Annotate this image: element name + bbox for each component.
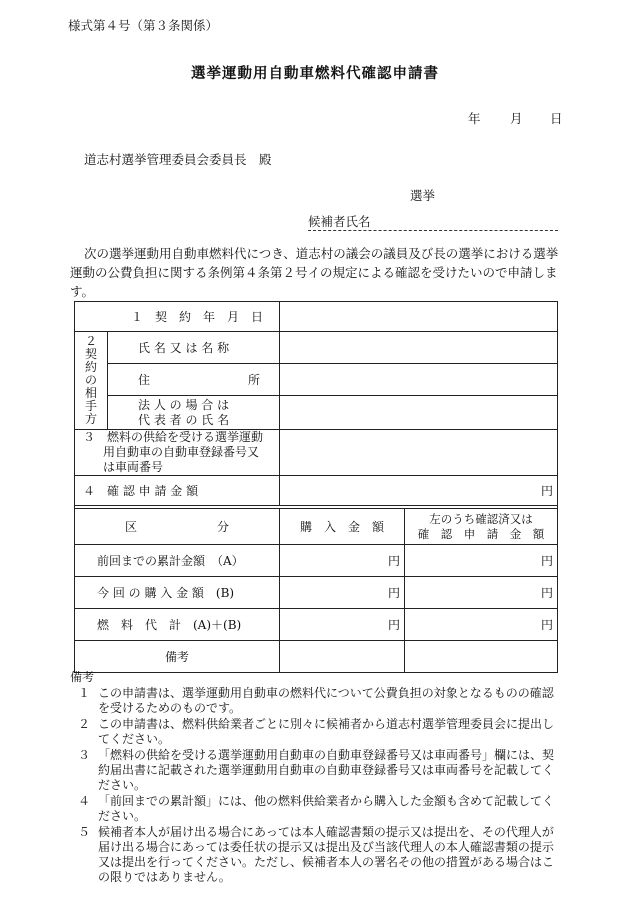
vehicle-label-3: は車両番号 xyxy=(103,460,164,474)
note-number: ２ xyxy=(78,717,91,731)
fuel-total-purchase-field[interactable] xyxy=(280,609,405,641)
note-text: この申請書は、燃料供給業者ごとに別々に候補者から道志村選挙管理委員会に提出してください。 xyxy=(98,717,555,746)
note-number: ５ xyxy=(78,825,91,839)
fuel-total-confirmed-field[interactable] xyxy=(405,609,558,641)
yen-unit: 円 xyxy=(388,554,401,568)
party-rep-label-2: 代 表 者 の 氏 名 xyxy=(138,412,230,427)
cumulative-label: 前回までの累計金額 （A） xyxy=(75,545,280,577)
party-address-label-b: 所 xyxy=(248,373,261,387)
purchase-amount-header: 購 入 金 額 xyxy=(280,509,405,545)
amount-yen-unit: 円 xyxy=(541,484,554,498)
vehicle-label xyxy=(75,430,280,476)
list-item xyxy=(70,825,560,885)
note-text: この申請書は、選挙運動用自動車の燃料代について公費負担の対象となるものの確認を受けるためのものです。 xyxy=(98,686,554,715)
category-header xyxy=(75,509,280,545)
yen-unit: 円 xyxy=(541,554,554,568)
vehicle-label-2: 用自動車の自動車登録番号又 xyxy=(103,445,260,459)
party-address-label-a: 住 xyxy=(138,373,151,387)
vehicle-row xyxy=(75,430,558,476)
contract-date-row xyxy=(75,302,558,332)
party-label-c4: 手 xyxy=(84,399,97,413)
vehicle-label-1: ３ 燃料の供給を受ける選挙運動 xyxy=(83,430,264,444)
fuel-total-label: 燃 料 代 計 (A)＋(B) xyxy=(75,609,280,641)
intro-paragraph: 次の選挙運動用自動車燃料代につき、道志村の議会の議員及び長の選挙における選挙運動の公費負担に関する条例第４条第２号イの規定による確認を受けたいので申請します。 xyxy=(70,246,559,299)
party-label-c2: の xyxy=(84,373,97,387)
contract-date-label: １ 契 約 年 月 日 xyxy=(75,302,280,332)
table-row xyxy=(75,545,558,577)
party-rep-label-1: 法 人 の 場 合 は xyxy=(138,397,230,412)
category-header-a: 区 xyxy=(124,520,137,534)
party-name-row xyxy=(75,332,558,364)
party-address-row xyxy=(75,364,558,396)
addressee: 道志村選挙管理委員会委員長 殿 xyxy=(84,152,272,167)
party-label xyxy=(75,332,108,430)
list-item xyxy=(70,748,560,793)
cumulative-confirmed-field[interactable] xyxy=(405,545,558,577)
date-year-label: 年 xyxy=(468,111,481,126)
notes-section xyxy=(70,668,560,886)
party-label-c0: 契 xyxy=(84,347,97,361)
table-row xyxy=(75,577,558,609)
party-label-c3: 相 xyxy=(84,386,97,400)
purchase-header-row xyxy=(75,509,558,545)
note-number: １ xyxy=(78,686,91,700)
election-label: 選挙 xyxy=(410,188,436,203)
category-header-b: 分 xyxy=(217,520,230,534)
current-confirmed-field[interactable] xyxy=(405,577,558,609)
date-day-label: 日 xyxy=(550,111,563,126)
party-name-field[interactable] xyxy=(280,332,558,364)
table-row xyxy=(75,609,558,641)
candidate-name-line xyxy=(308,230,558,231)
amount-row xyxy=(75,476,558,506)
note-number: ３ xyxy=(78,748,91,762)
note-text: 「燃料の供給を受ける選挙運動用自動車の自動車登録番号又は車両番号」欄には、契約届出書に記載された選挙運動用自動車の自動車登録番号又は車両番号を記載してください。 xyxy=(98,748,555,792)
party-label-c5: 方 xyxy=(84,412,97,426)
note-text: 「前回までの累計額」には、他の燃料供給業者から購入した金額も含めて記載してください。 xyxy=(98,794,555,823)
amount-label: ４ 確 認 申 請 金 額 xyxy=(75,476,280,506)
party-address-field[interactable] xyxy=(280,364,558,396)
note-text: 候補者本人が届け出る場合にあっては本人確認書類の提示又は提出を、その代理人が届け出る場合にあっては委任状の提示又は提出及び当該代理人の本人確認書類の提示又は提出を行ってください。ただし、候補者本人の署名その他の措置がある場合はこの限りではありません。 xyxy=(98,825,555,884)
candidate-name-label: 候補者氏名 xyxy=(308,214,371,229)
form-number: 様式第４号（第３条関係） xyxy=(68,18,219,33)
party-address-label xyxy=(108,364,280,396)
party-rep-field[interactable] xyxy=(280,396,558,430)
list-item xyxy=(70,686,560,716)
party-label-c1: 約 xyxy=(84,360,97,374)
contract-date-field[interactable] xyxy=(280,302,558,332)
date-month-label: 月 xyxy=(510,111,523,126)
yen-unit: 円 xyxy=(541,618,554,632)
vehicle-field[interactable] xyxy=(280,430,558,476)
yen-unit: 円 xyxy=(388,586,401,600)
confirmed-amount-header-1: 左のうち確認済又は xyxy=(429,511,533,526)
yen-unit: 円 xyxy=(388,618,401,632)
yen-unit: 円 xyxy=(541,586,554,600)
party-rep-label xyxy=(108,396,280,430)
current-purchase-label: 今 回 の 購 入 金 額 (B) xyxy=(75,577,280,609)
cumulative-purchase-field[interactable] xyxy=(280,545,405,577)
current-purchase-field[interactable] xyxy=(280,577,405,609)
amount-field[interactable] xyxy=(280,476,558,506)
party-rep-row xyxy=(75,396,558,430)
list-item xyxy=(70,794,560,824)
confirmed-amount-header xyxy=(405,509,558,545)
confirmed-amount-header-2: 確 認 申 請 金 額 xyxy=(417,526,545,541)
remarks-label: 備考 xyxy=(75,641,280,673)
party-name-label: 氏 名 又 は 名 称 xyxy=(108,332,280,364)
list-item xyxy=(70,717,560,747)
page-title: 選挙運動用自動車燃料代確認申請書 xyxy=(191,65,439,82)
application-table xyxy=(74,301,558,673)
note-number: ４ xyxy=(78,794,91,808)
notes-heading: 備考 xyxy=(70,670,95,684)
party-label-num: ２ xyxy=(84,334,97,348)
